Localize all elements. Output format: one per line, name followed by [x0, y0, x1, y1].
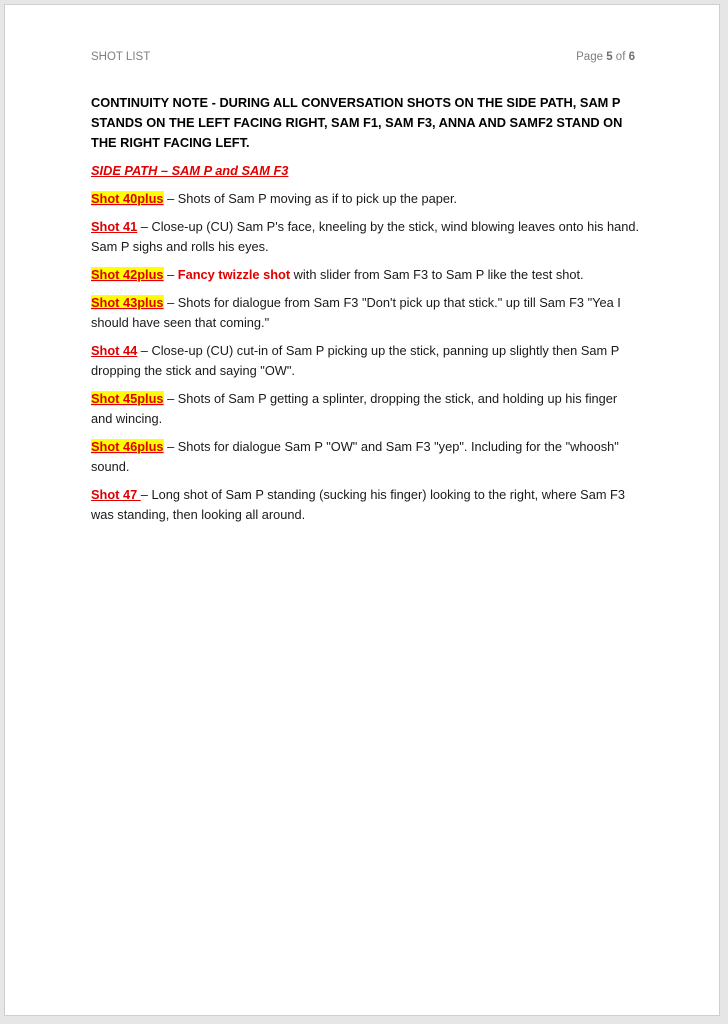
- document-body: [91, 93, 639, 533]
- shot-id: Shot 45plus: [91, 391, 164, 406]
- page-total: 6: [628, 51, 635, 63]
- shot-entry: Shot 42plus – Fancy twizzle shot with slider from Sam F3 to Sam P like the test shot.: [91, 267, 584, 282]
- shot-id: Shot 46plus: [91, 439, 164, 454]
- shot-entry: Shot 43plus – Shots for dialogue from Sam F3 "Don't pick up that stick." up till Sam F3 "Yea I should have seen that coming.": [91, 295, 621, 330]
- document-page: [4, 4, 720, 1016]
- shot-id: Shot 43plus: [91, 295, 164, 310]
- shot-entry: Shot 45plus – Shots of Sam P getting a splinter, dropping the stick, and holding up his finger and wincing.: [91, 391, 618, 426]
- shot-entry: Shot 46plus – Shots for dialogue Sam P "OW" and Sam F3 "yep". Including for the "whoosh" sound.: [91, 439, 619, 474]
- shot-entry: Shot 40plus – Shots of Sam P moving as if to pick up the paper.: [91, 191, 458, 206]
- shot-id: Shot 40plus: [91, 191, 164, 206]
- header-title: SHOT LIST: [91, 51, 151, 63]
- shot-emphasis: Fancy twizzle shot: [177, 267, 291, 282]
- shot-id: Shot 44: [91, 343, 138, 358]
- section-heading: SIDE PATH – SAM P and SAM F3: [91, 163, 289, 178]
- shot-entry: Shot 44 – Close-up (CU) cut-in of Sam P picking up the stick, panning up slightly then Sam P dropping the stick and saying "OW".: [91, 343, 620, 378]
- continuity-note: CONTINUITY NOTE - DURING ALL CONVERSATION SHOTS ON THE SIDE PATH, SAM P STANDS ON THE LEFT FACING RIGHT, SAM F1, SAM F3, ANNA AND SAMF2 STAND ON THE RIGHT FACING LEFT.: [91, 95, 623, 150]
- shot-id: Shot 47: [91, 487, 141, 502]
- page-number: Page 5 of 6: [576, 51, 635, 63]
- page-current: 5: [606, 51, 613, 63]
- shot-entry: Shot 41 – Close-up (CU) Sam P's face, kneeling by the stick, wind blowing leaves onto his hand. Sam P sighs and rolls his eyes.: [91, 219, 640, 254]
- shot-id: Shot 41: [91, 219, 138, 234]
- shot-id: Shot 42plus: [91, 267, 164, 282]
- shot-entry: Shot 47 – Long shot of Sam P standing (sucking his finger) looking to the right, where Sam F3 was standing, then looking all around.: [91, 487, 625, 522]
- page-header: [91, 51, 635, 63]
